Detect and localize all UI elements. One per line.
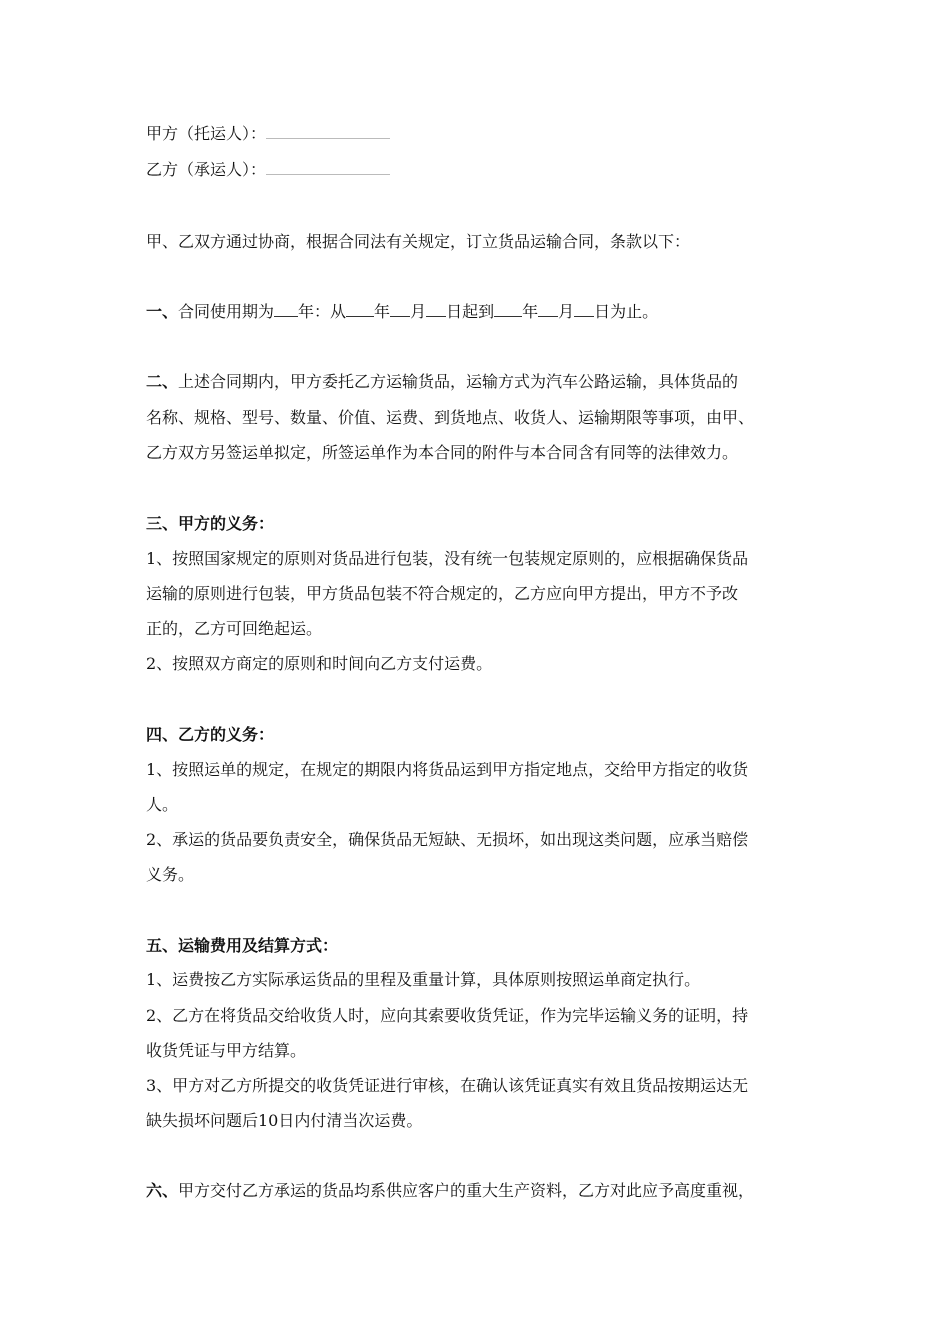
party-b-label: 乙方（承运人）： <box>146 160 267 179</box>
blank-years <box>274 302 298 317</box>
section-4-line-1: 1、按照运单的规定，在规定的期限内将货品运到甲方指定地点，交给甲方指定的收货 <box>146 760 749 779</box>
blank-end-day <box>574 302 594 317</box>
section-1-text-b: 年：从 <box>298 302 347 321</box>
section-6-number: 六、 <box>146 1181 179 1200</box>
section-1-text-e: 日起到 <box>446 302 495 321</box>
section-2-line-2: 名称、规格、型号、数量、价值、运费、到货地点、收货人、运输期限等事项，由甲、 <box>146 408 755 427</box>
section-3-title: 三、甲方的义务： <box>146 514 275 533</box>
party-a-line <box>146 124 390 144</box>
section-1-text-a: 合同使用期为 <box>178 302 275 321</box>
section-1-text-h: 日为止。 <box>594 302 659 321</box>
section-5-title: 五、运输费用及结算方式： <box>146 936 339 955</box>
blank-end-year <box>494 302 522 317</box>
section-5-line-1: 1、运费按乙方实际承运货品的里程及重量计算，具体原则按照运单商定执行。 <box>146 970 701 989</box>
section-3-line-2: 运输的原则进行包装，甲方货品包装不符合规定的，乙方应向甲方提出，甲方不予改 <box>146 584 739 603</box>
section-4-line-2: 人。 <box>146 795 179 814</box>
party-b-blank <box>266 160 390 175</box>
section-1-number: 一、 <box>146 302 179 321</box>
party-b-line <box>146 160 390 180</box>
party-a-blank <box>266 124 390 139</box>
intro-text: 甲、乙双方通过协商，根据合同法有关规定，订立货品运输合同，条款以下： <box>146 232 691 251</box>
blank-start-day <box>426 302 446 317</box>
section-5-line-3: 收货凭证与甲方结算。 <box>146 1041 307 1060</box>
section-2-text-1: 上述合同期内，甲方委托乙方运输货品，运输方式为汽车公路运输，具体货品的 <box>178 372 739 391</box>
section-1-text-d: 月 <box>410 302 427 321</box>
section-4-line-4: 义务。 <box>146 865 195 884</box>
section-1-text-f: 年 <box>522 302 539 321</box>
section-6-text-1: 甲方交付乙方承运的货品均系供应客户的重大生产资料，乙方对此应予高度重视， <box>178 1181 755 1200</box>
party-a-label: 甲方（托运人）： <box>146 124 267 143</box>
section-6-line-1 <box>146 1181 754 1201</box>
section-1-text-g: 月 <box>558 302 575 321</box>
section-1-text-c: 年 <box>374 302 391 321</box>
section-2-number: 二、 <box>146 372 179 391</box>
section-2-line-1 <box>146 372 738 392</box>
section-4-title: 四、乙方的义务： <box>146 725 275 744</box>
blank-start-year <box>346 302 374 317</box>
section-1 <box>146 302 658 322</box>
section-5-line-5: 缺失损坏问题后10日内付清当次运费。 <box>146 1111 423 1130</box>
section-3-line-1: 1、按照国家规定的原则对货品进行包装，没有统一包装规定原则的，应根据确保货品 <box>146 549 749 568</box>
section-3-line-3: 正的，乙方可回绝起运。 <box>146 619 323 638</box>
blank-end-month <box>538 302 558 317</box>
section-2-line-3: 乙方双方另签运单拟定，所签运单作为本合同的附件与本合同含有同等的法律效力。 <box>146 443 739 462</box>
section-4-line-3: 2、承运的货品要负责安全，确保货品无短缺、无损坏，如出现这类问题，应承当赔偿 <box>146 830 749 849</box>
section-3-line-4: 2、按照双方商定的原则和时间向乙方支付运费。 <box>146 654 493 673</box>
blank-start-month <box>390 302 410 317</box>
section-5-line-4: 3、甲方对乙方所提交的收货凭证进行审核，在确认该凭证真实有效且货品按期运达无 <box>146 1076 749 1095</box>
section-5-line-2: 2、乙方在将货品交给收货人时，应向其索要收货凭证，作为完毕运输义务的证明，持 <box>146 1006 749 1025</box>
